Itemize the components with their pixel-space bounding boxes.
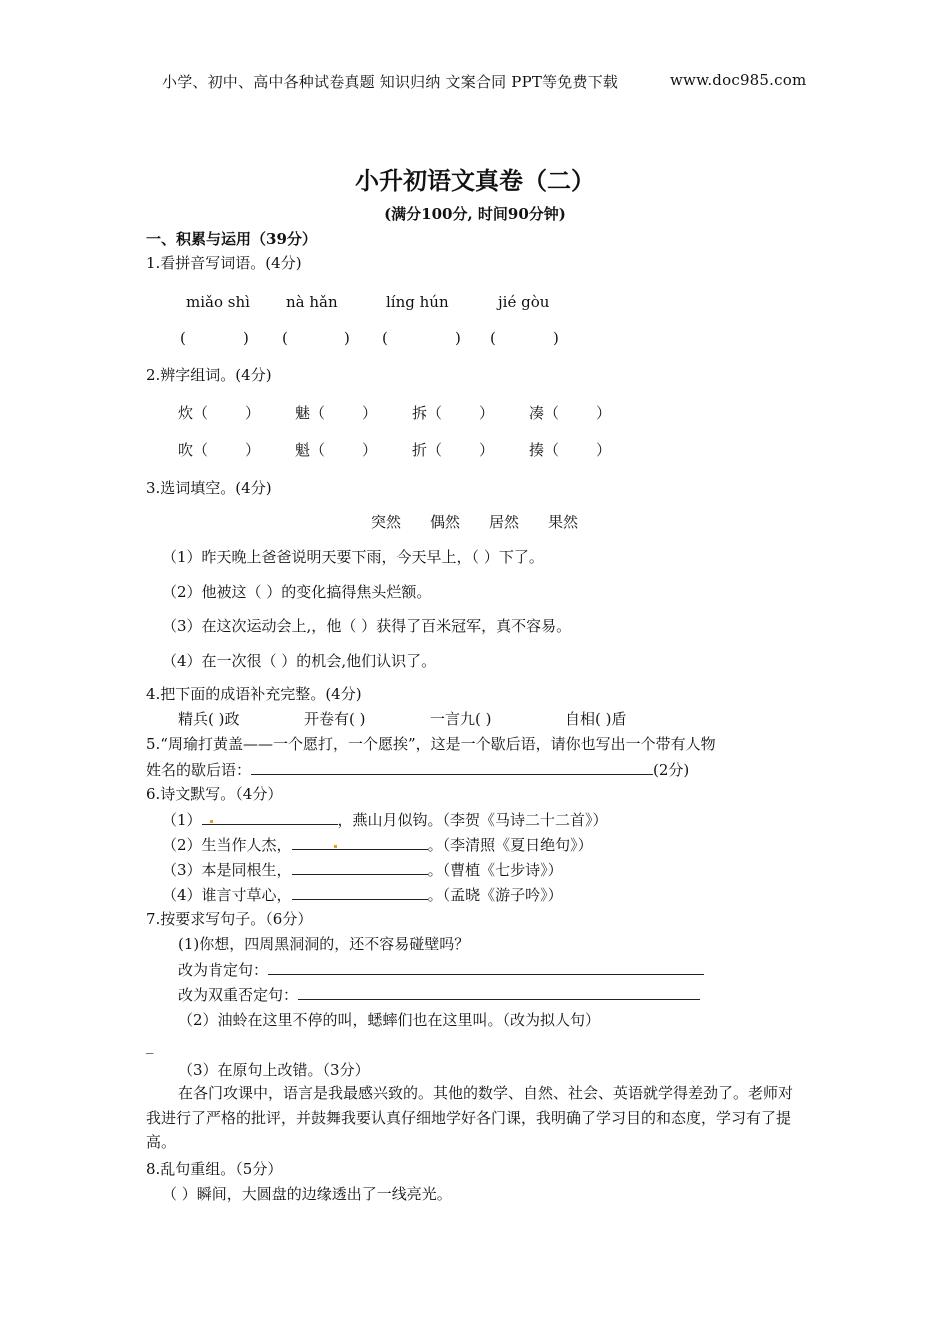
q5-line1: 5.“周瑜打黄盖——一个愿打，一个愿挨”，这是一个歇后语，请你也写出一个带有人物: [146, 735, 716, 753]
q6-heading: 6.诗文默写。（4分）: [146, 785, 283, 803]
q7-doubleneg-label: 改为双重否定句：: [178, 986, 299, 1004]
q1-bracket: (: [382, 329, 388, 347]
q4-idiom: 自相( )盾: [565, 710, 627, 728]
q7-sentence-2: （2）油蛉在这里不停的叫，蟋蟀们也在这里叫。（改为拟人句）: [178, 1011, 601, 1029]
q7-sentence-1: (1)你想，四周黑洞洞的，还不容易碰壁吗？: [178, 935, 470, 953]
header-site-link[interactable]: www.doc985.com: [670, 71, 807, 89]
q1-heading: 1.看拼音写词语。(4分): [146, 254, 302, 272]
q3-word: 偶然: [430, 513, 461, 531]
q1-bracket: ): [344, 329, 350, 347]
q2-char: 魁（: [295, 441, 326, 459]
q2-char: 折（: [412, 441, 443, 459]
q5-answer-blank[interactable]: [251, 757, 653, 775]
q1-pinyin-1: miǎo shì: [186, 293, 250, 311]
page-title: 小升初语文真卷（二）: [355, 166, 595, 195]
q6-blank-1[interactable]: [202, 807, 338, 825]
q2-char: ）: [245, 404, 261, 422]
q3-item: （3）在这次运动会上,，他（ ）获得了百米冠军，真不容易。: [162, 617, 572, 635]
page-subtitle: (满分100分, 时间90分钟): [384, 205, 566, 223]
q1-pinyin-4: jié gòu: [498, 293, 550, 311]
q7-paragraph: 在各门攻课中，语言是我最感兴致的。其他的数学、自然、社会、英语就学得差劲了。老师对我进行了严格的批评，并鼓舞我要认真仔细地学好各门课，我明确了学习目的和态度，学习有了提高。: [146, 1084, 794, 1151]
q8-heading: 8.乱句重组。（5分）: [146, 1160, 283, 1178]
q3-item: （2）他被这（ ）的变化搞得焦头烂额。: [162, 583, 432, 601]
q7-heading: 7.按要求写句子。（6分）: [146, 910, 313, 928]
q1-bracket: ): [553, 329, 559, 347]
q8-item: （ ）瞬间，大圆盘的边缘透出了一线亮光。: [162, 1185, 452, 1203]
q2-char: 拆（: [412, 404, 443, 422]
q4-idiom: 精兵( )政: [178, 710, 240, 728]
q6-blank-4[interactable]: [292, 882, 428, 900]
q4-idiom: 开卷有( ): [304, 710, 366, 728]
q6-item-3: （3）本是同根生， 。（曹植《七步诗》）: [162, 857, 563, 882]
q3-heading: 3.选词填空。(4分): [146, 479, 272, 497]
q3-item: （4）在一次很（ ）的机会,他们认识了。: [162, 652, 437, 670]
header-text: 小学、初中、高中各种试卷真题 知识归纳 文案合同 PPT等免费下载: [162, 73, 619, 91]
q1-bracket: ): [455, 329, 461, 347]
q3-word: 突然: [371, 513, 402, 531]
section-heading: 一、积累与运用（39分）: [146, 230, 317, 248]
q2-char: ）: [362, 441, 378, 459]
q6-item-2: （2）生当作人杰， 。（李清照《夏日绝句》）: [162, 832, 593, 857]
q3-word: 果然: [548, 513, 579, 531]
q6-item-4: （4）谁言寸草心， 。（孟晓《游子吟》）: [162, 882, 563, 907]
q6-blank-2[interactable]: [292, 832, 428, 850]
q7-sentence-3: （3）在原句上改错。（3分）: [178, 1061, 370, 1079]
q2-char: ）: [596, 441, 612, 459]
q1-pinyin-2: nà hǎn: [286, 293, 338, 311]
q2-char: 炊（: [178, 404, 209, 422]
q1-bracket: (: [490, 329, 496, 347]
q5-score: (2分): [653, 761, 690, 779]
q1-bracket: (: [282, 329, 288, 347]
q3-word: 居然: [489, 513, 520, 531]
q2-char: 吹（: [178, 441, 209, 459]
q7-dash: _: [146, 1036, 154, 1054]
q2-char: ）: [596, 404, 612, 422]
q2-char: 魅（: [295, 404, 326, 422]
q7-doubleneg-blank[interactable]: [298, 982, 700, 1000]
q7-affirm-label: 改为肯定句：: [178, 961, 269, 979]
q6-item-1: （1） ，燕山月似钩。（李贺《马诗二十二首》）: [162, 807, 608, 832]
q3-item: （1）昨天晚上爸爸说明天要下雨，今天早上，（ ）下了。: [162, 548, 544, 566]
q2-char: ）: [362, 404, 378, 422]
q2-heading: 2.辨字组词。(4分): [146, 366, 272, 384]
q4-idiom: 一言九( ): [430, 710, 492, 728]
q1-bracket: (: [180, 329, 186, 347]
q1-bracket: ): [243, 329, 249, 347]
q2-char: ）: [479, 441, 495, 459]
q5-line2: 姓名的歇后语：: [146, 761, 252, 779]
q7-affirm-blank[interactable]: [268, 957, 704, 975]
q2-char: 凑（: [529, 404, 560, 422]
q6-blank-3[interactable]: [292, 857, 428, 875]
q2-char: ）: [245, 441, 261, 459]
q1-pinyin-3: líng hún: [386, 293, 449, 311]
q2-char: ）: [479, 404, 495, 422]
q4-heading: 4.把下面的成语补充完整。(4分): [146, 685, 362, 703]
q2-char: 揍（: [529, 441, 560, 459]
